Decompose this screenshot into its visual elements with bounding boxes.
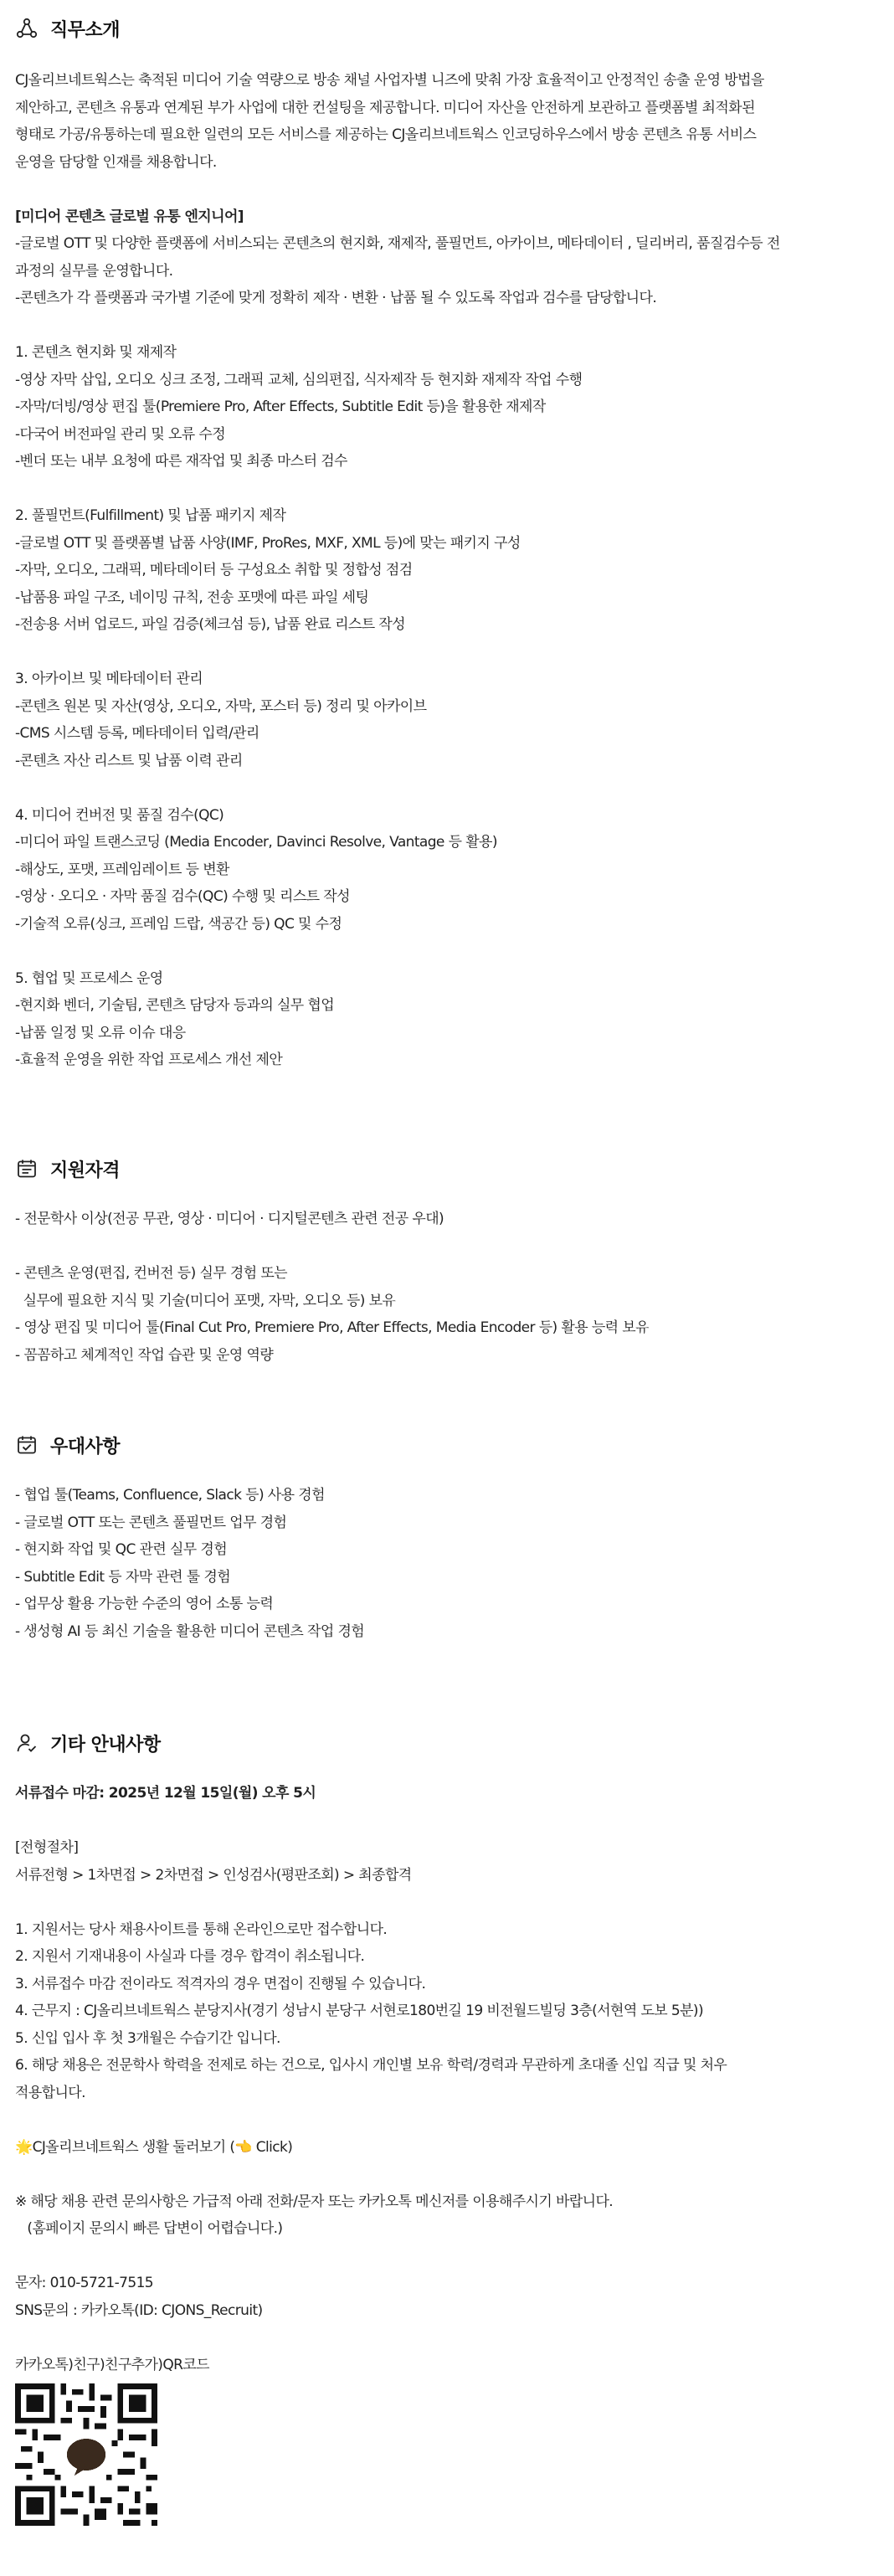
role-desc-line: 과정의 실무를 운영합니다. — [15, 262, 173, 280]
qualification-line — [15, 1233, 879, 1261]
qr-label: 카카오톡)친구)친구추가)QR코드 — [15, 2356, 209, 2373]
sns-contact: SNS문의 : 카카오톡(ID: CJONS_Recruit) — [15, 2301, 263, 2319]
group-heading: 5. 협업 및 프로세스 운영 — [15, 969, 163, 987]
note-line: 6. 해당 채용은 전문학사 학력을 전제로 하는 건으로, 입사시 개인별 보유 학력/경력과 무관하게 초대졸 신입 직급 및 처우 — [15, 2057, 727, 2074]
network-triangle-icon — [15, 17, 39, 40]
group-heading: 2. 풀필먼트(Fulfillment) 및 납품 패키지 제작 — [15, 507, 286, 524]
group-item: -글로벌 OTT 및 플랫폼별 납품 사양(IMF, ProRes, MXF, XML 등)에 맞는 패키지 구성 — [15, 534, 521, 552]
user-check-icon — [15, 1731, 39, 1755]
qualification-line: - 전문학사 이상(전공 무관, 영상 · 미디어 · 디지털콘텐츠 관련 전공 우대) — [15, 1211, 444, 1227]
group-item: -벤더 또는 내부 요청에 따른 재작업 및 최종 마스터 검수 — [15, 453, 347, 470]
star-icon: 🌟 — [15, 2138, 33, 2156]
intro-paragraph-line: 운영을 담당할 인재를 채용합니다. — [15, 153, 217, 171]
group-item: -콘텐츠 원본 및 자산(영상, 오디오, 자막, 포스터 등) 정리 및 아카이브 — [15, 697, 427, 715]
kakao-qr-code-icon — [15, 2383, 157, 2526]
inquiry-line: ※ 해당 채용 관련 문의사항은 가급적 아래 전화/문자 또는 카카오톡 메신저를 이용해주시기 바랍니다. — [15, 2193, 614, 2210]
group-heading: 4. 미디어 컨버전 및 품질 검수(QC) — [15, 806, 224, 824]
note-line: 3. 서류접수 마감 전이라도 적격자의 경우 면접이 진행될 수 있습니다. — [15, 1975, 426, 1992]
other-info-header — [15, 1726, 879, 1760]
group-item: -자막/더빙/영상 편집 툴(Premiere Pro, After Effects, Subtitle Edit 등)을 활용한 재제작 — [15, 398, 546, 415]
process-steps: 서류전형 > 1차면접 > 2차면접 > 인성검사(평판조회) > 최종합격 — [15, 1866, 412, 1884]
role-title: [미디어 콘텐츠 글로벌 유통 엔지니어] — [15, 208, 244, 225]
group-item: -효율적 운영을 위한 작업 프로세스 개선 제안 — [15, 1051, 283, 1068]
company-life-link[interactable] — [15, 2134, 879, 2162]
intro-paragraph-line: 형태로 가공/유통하는데 필요한 일련의 모든 서비스를 제공하는 CJ올리브네트웍스 인코딩하우스에서 방송 콘텐츠 유통 서비스 — [15, 126, 757, 143]
preferences-header — [15, 1428, 879, 1462]
qualifications-header — [15, 1152, 879, 1185]
intro-paragraph-line: CJ올리브네트웍스는 축적된 미디어 기술 역량으로 방송 채널 사업자별 니즈에 맞춰 가장 효율적이고 안정적인 송출 운영 방법을 — [15, 72, 764, 89]
inquiry-line: (홈페이지 문의시 빠른 답변이 어렵습니다.) — [15, 2220, 283, 2237]
calendar-check-icon — [15, 1433, 39, 1457]
other-info-section — [15, 1726, 879, 2526]
group-item: -다국어 버전파일 관리 및 오류 수정 — [15, 425, 226, 443]
intro-paragraph-line: 제안하고, 콘텐츠 유통과 연계된 부가 사업에 대한 컨설팅을 제공합니다. 미디어 자산을 안전하게 보관하고 플랫폼별 최적화된 — [15, 99, 755, 116]
group-heading: 1. 콘텐츠 현지화 및 재제작 — [15, 344, 177, 361]
qualification-line: 실무에 필요한 지식 및 기술(미디어 포맷, 자막, 오디오 등) 보유 — [15, 1292, 396, 1309]
preferences-title: 우대사항 — [50, 1436, 121, 1458]
qualification-line: - 꼼꼼하고 체계적인 작업 습관 및 운영 역량 — [15, 1346, 274, 1364]
preferences-section — [15, 1428, 879, 1645]
process-label: [전형절차] — [15, 1839, 79, 1856]
other-info-title: 기타 안내사항 — [50, 1734, 161, 1756]
intro-body — [15, 67, 879, 1074]
group-item: -납품 일정 및 오류 이슈 대응 — [15, 1024, 186, 1041]
qualifications-section — [15, 1152, 879, 1369]
role-desc-line: -글로벌 OTT 및 다양한 플랫폼에 서비스되는 콘텐츠의 현지화, 재제작, 풀필먼트, 아카이브, 메타데이터 , 딜리버리, 품질검수등 전 — [15, 235, 780, 252]
preference-line: - 협업 툴(Teams, Confluence, Slack 등) 사용 경험 — [15, 1487, 325, 1504]
calendar-list-icon — [15, 1157, 39, 1180]
note-line: 적용합니다. — [15, 2084, 85, 2101]
preference-line: - 현지화 작업 및 QC 관련 실무 경험 — [15, 1541, 228, 1558]
note-line: 1. 지원서는 당사 채용사이트를 통해 온라인으로만 접수합니다. — [15, 1920, 388, 1938]
qualifications-body — [15, 1206, 879, 1369]
group-item: -CMS 시스템 등록, 메타데이터 입력/관리 — [15, 725, 259, 742]
group-item: -현지화 벤더, 기술팀, 콘텐츠 담당자 등과의 실무 협업 — [15, 997, 335, 1014]
preference-line: - Subtitle Edit 등 자막 관련 툴 경험 — [15, 1568, 231, 1586]
group-item: -미디어 파일 트랜스코딩 (Media Encoder, Davinci Resolve, Vantage 등 활용) — [15, 834, 497, 851]
preference-line: - 생성형 AI 등 최신 기술을 활용한 미디어 콘텐츠 작업 경험 — [15, 1622, 365, 1640]
group-item: -기술적 오류(싱크, 프레임 드랍, 색공간 등) QC 및 수정 — [15, 915, 342, 933]
group-item: -영상 자막 삽입, 오디오 싱크 조정, 그래픽 교체, 심의편집, 식자제작 등 현지화 재제작 작업 수행 — [15, 371, 583, 388]
intro-header — [15, 12, 879, 45]
qualification-line: - 영상 편집 및 미디어 툴(Final Cut Pro, Premiere Pro, After Effects, Media Encoder 등) 활용 능력 보유 — [15, 1319, 649, 1336]
group-item: -콘텐츠 자산 리스트 및 납품 이력 관리 — [15, 752, 243, 769]
preference-line: - 업무상 활용 가능한 수준의 영어 소통 능력 — [15, 1596, 274, 1612]
note-line: 4. 근무지 : CJ올리브네트웍스 분당지사(경기 성남시 분당구 서현로180번길 19 비전월드빌딩 3층(서현역 도보 5분)) — [15, 2003, 703, 2019]
preference-line: - 글로벌 OTT 또는 콘텐츠 풀필먼트 업무 경험 — [15, 1514, 287, 1531]
deadline-text: 서류접수 마감: 2025년 12월 15일(월) 오후 5시 — [15, 1785, 316, 1802]
role-desc-line: -콘텐츠가 각 플랫폼과 국가별 기준에 맞게 정확히 제작 · 변환 · 납품 될 수 있도록 작업과 검수를 담당합니다. — [15, 290, 657, 306]
sms-contact: 문자: 010-5721-7515 — [15, 2275, 154, 2291]
note-line: 5. 신입 입사 후 첫 3개월은 수습기간 입니다. — [15, 2029, 280, 2047]
group-item: -전송용 서버 업로드, 파일 검증(체크섬 등), 납품 완료 리스트 작성 — [15, 616, 405, 633]
group-item: -납품용 파일 구조, 네이밍 규칙, 전송 포맷에 따른 파일 세팅 — [15, 589, 369, 606]
group-heading: 3. 아카이브 및 메타데이터 관리 — [15, 671, 203, 687]
qualification-line: - 콘텐츠 운영(편집, 컨버전 등) 실무 경험 또는 — [15, 1265, 288, 1282]
group-item: -해상도, 포맷, 프레임레이트 등 변환 — [15, 861, 229, 878]
qualifications-title: 지원자격 — [50, 1159, 121, 1181]
group-item: -자막, 오디오, 그래픽, 메타데이터 등 구성요소 취합 및 정합성 점검 — [15, 562, 413, 578]
intro-section — [15, 12, 879, 1074]
note-line: 2. 지원서 기재내용이 사실과 다를 경우 합격이 취소됩니다. — [15, 1948, 365, 1965]
intro-title: 직무소개 — [50, 19, 121, 41]
preferences-body — [15, 1482, 879, 1645]
group-item: -영상 · 오디오 · 자막 품질 검수(QC) 수행 및 리스트 작성 — [15, 888, 350, 905]
company-life-link-label: CJ올리브네트웍스 생활 둘러보기 (👈 Click) — [32, 2138, 293, 2156]
other-info-body — [15, 1780, 879, 2526]
